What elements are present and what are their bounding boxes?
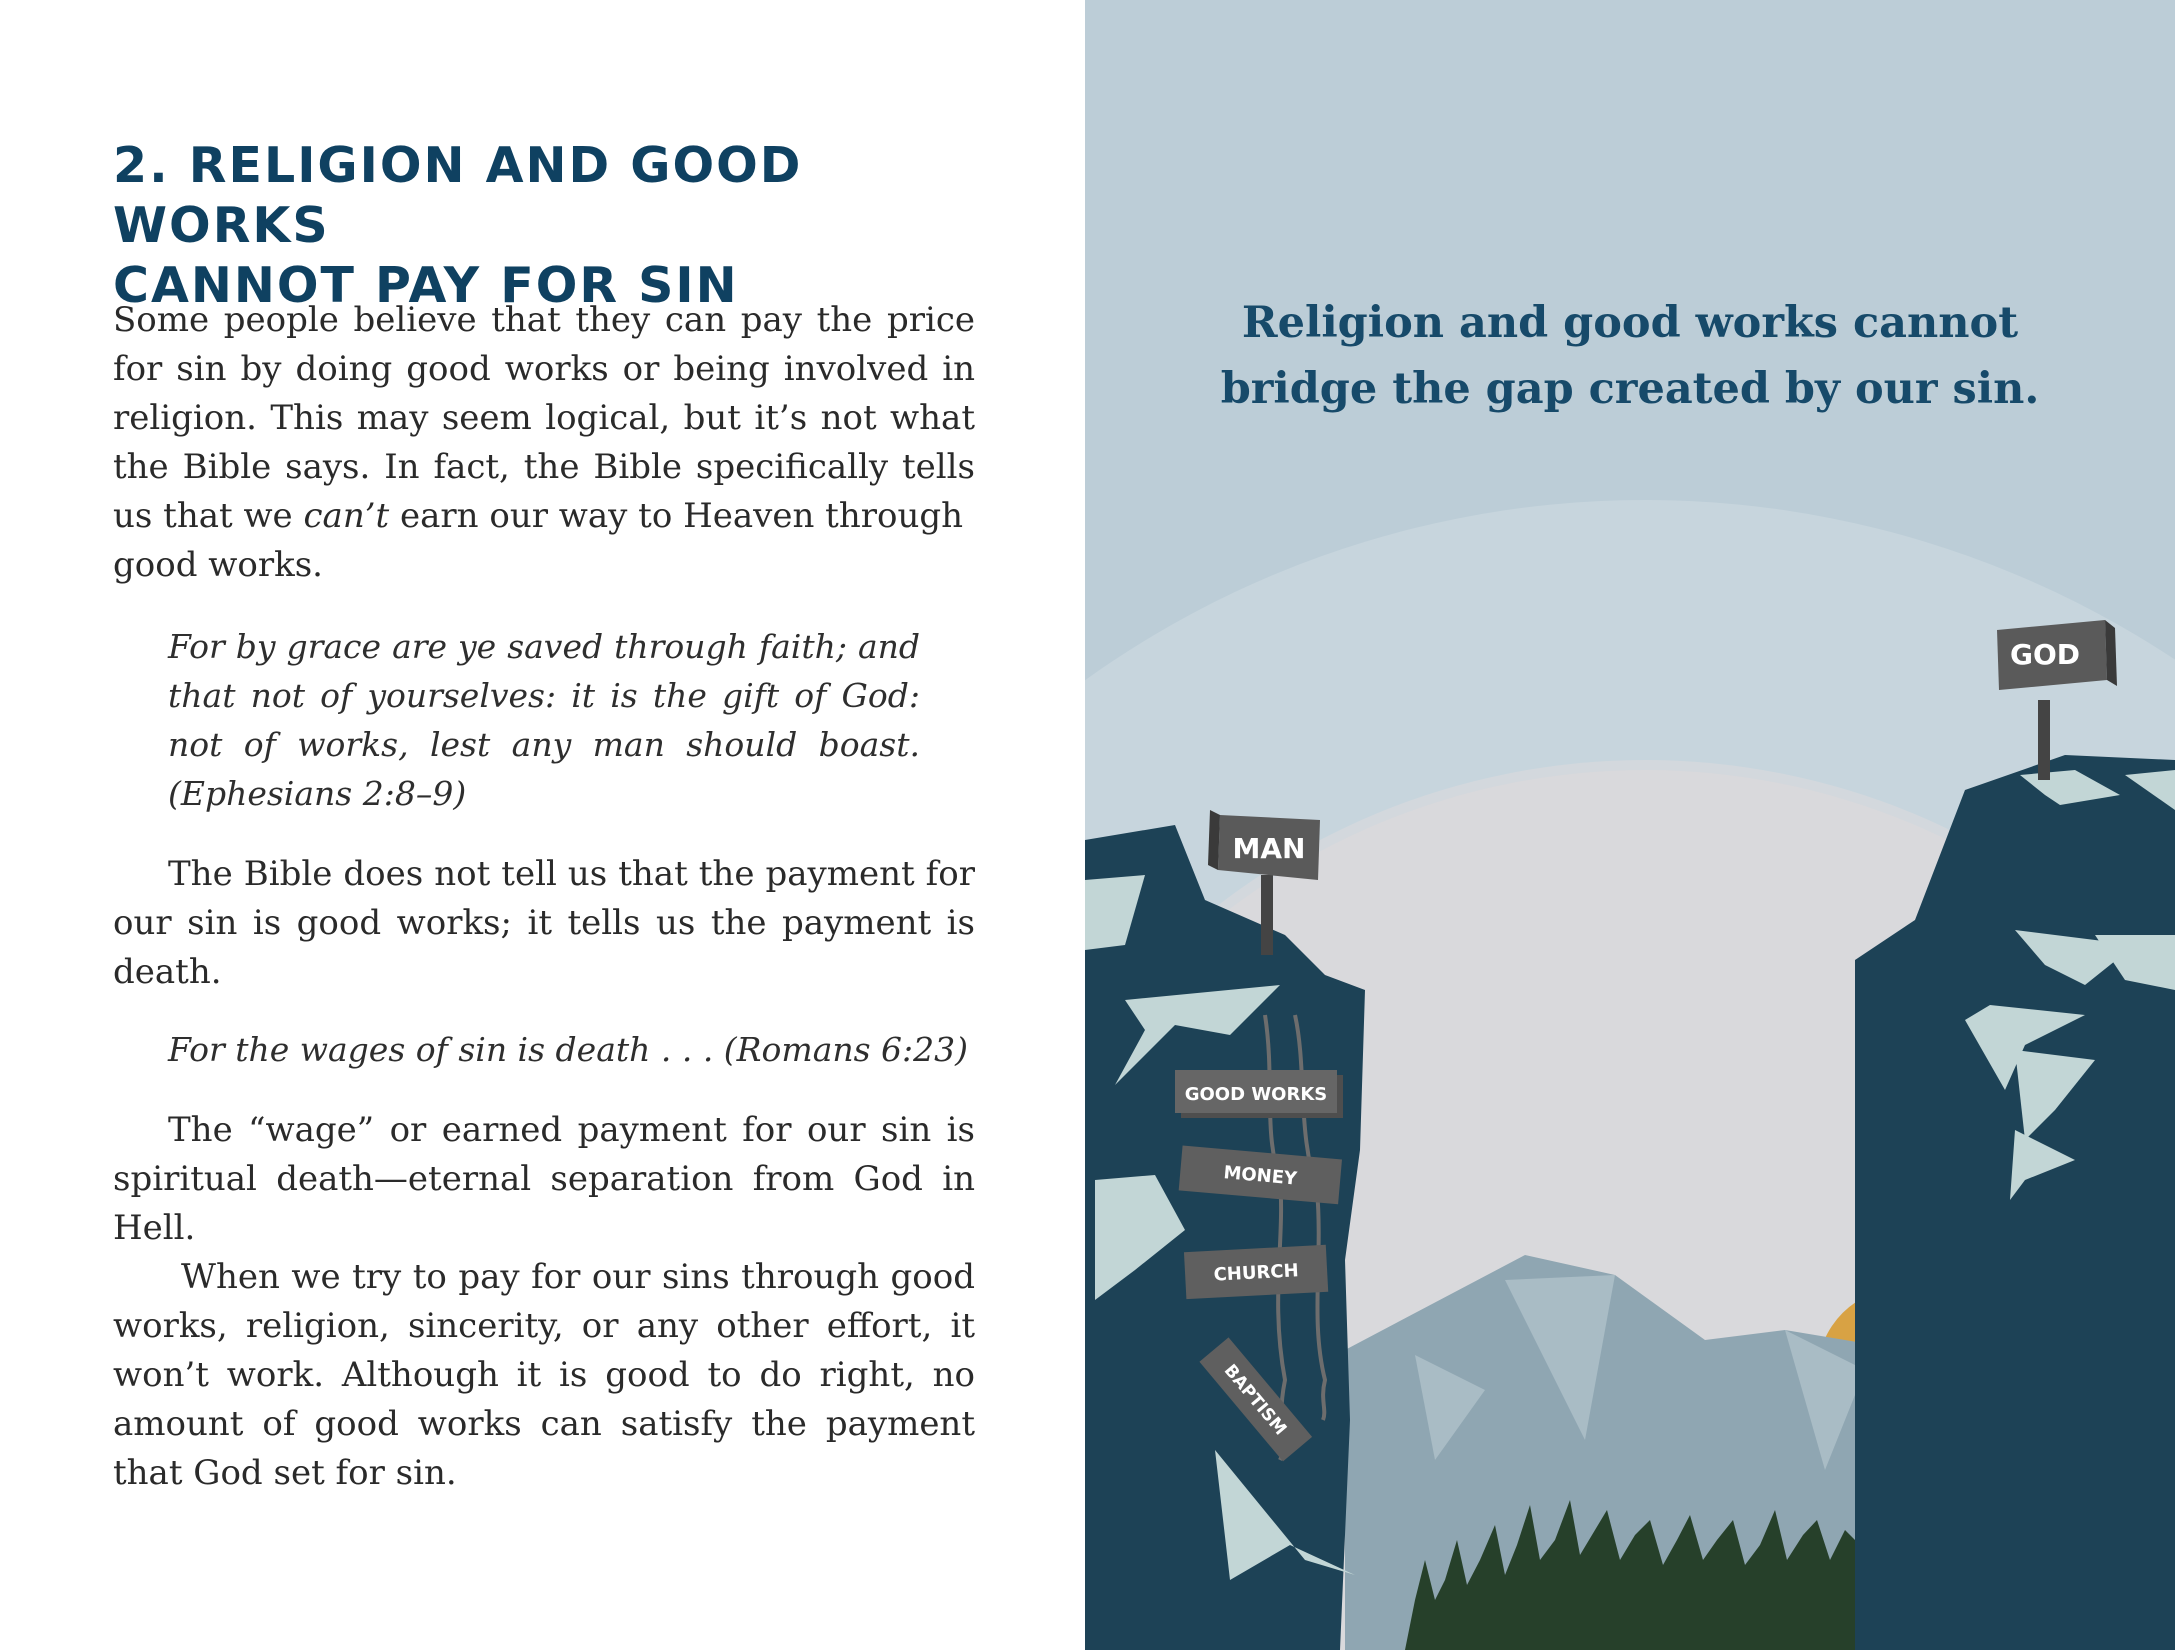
man-sign-post <box>1261 875 1273 955</box>
heading-line-1: 2. RELIGION AND GOOD WORKS <box>113 137 803 254</box>
section-heading <box>113 136 993 316</box>
caption-line-2: bridge the gap created by our sin. <box>1220 364 2040 414</box>
heading-line-2: CANNOT PAY FOR SIN <box>113 257 739 314</box>
good-works-label: GOOD WORKS <box>1184 1084 1328 1105</box>
effort-paragraph: When we try to pay for our sins through good works, religion, sincerity, or any other effort, it won’t work. Although it is good to do right, no amount of good works can satisfy the payment that God set for sin. <box>113 1257 975 1493</box>
intro-text-b: earn our way to Heaven through <box>389 496 964 536</box>
wage-paragraph: The “wage” or earned payment for our sin is spiritual death—eternal separation from God in Hell. <box>113 1110 975 1248</box>
church-rung <box>1184 1245 1328 1299</box>
ephesians-quote: For by grace are ye saved through faith; and that not of yourselves: it is the gift of God: not of works, lest any man should boast. (Ephesians 2:8–9) <box>168 627 920 813</box>
man-sign-label: MAN <box>1232 832 1306 865</box>
left-page <box>0 0 1085 1650</box>
chasm-illustration <box>1085 0 2175 1650</box>
god-sign-label: GOD <box>2009 638 2081 671</box>
illustration-caption <box>1145 290 2115 422</box>
payment-paragraph: The Bible does not tell us that the payment for our sin is good works; it tells us the payment is death. <box>113 854 975 992</box>
church-label: CHURCH <box>1213 1260 1300 1286</box>
romans-quote: For the wages of sin is death . . . (Romans 6:23) <box>168 1030 969 1069</box>
intro-paragraph <box>113 296 975 590</box>
money-label: MONEY <box>1222 1162 1298 1190</box>
baptism-label: BAPTISM <box>1219 1360 1291 1440</box>
caption-line-1: Religion and good works cannot <box>1241 298 2019 348</box>
good-works-rung <box>1175 1070 1343 1118</box>
intro-text-a: Some people believe that they can pay the price for sin by doing good works or being involved in religion. This may seem logical, but it’s not what the Bible says. In fact, the Bible specifically tells us that we <box>113 300 975 536</box>
intro-text-c: good works. <box>113 545 323 585</box>
intro-emphasis: can’t <box>303 496 390 536</box>
right-page-illustration <box>1085 0 2175 1650</box>
god-sign-post <box>2038 700 2050 780</box>
